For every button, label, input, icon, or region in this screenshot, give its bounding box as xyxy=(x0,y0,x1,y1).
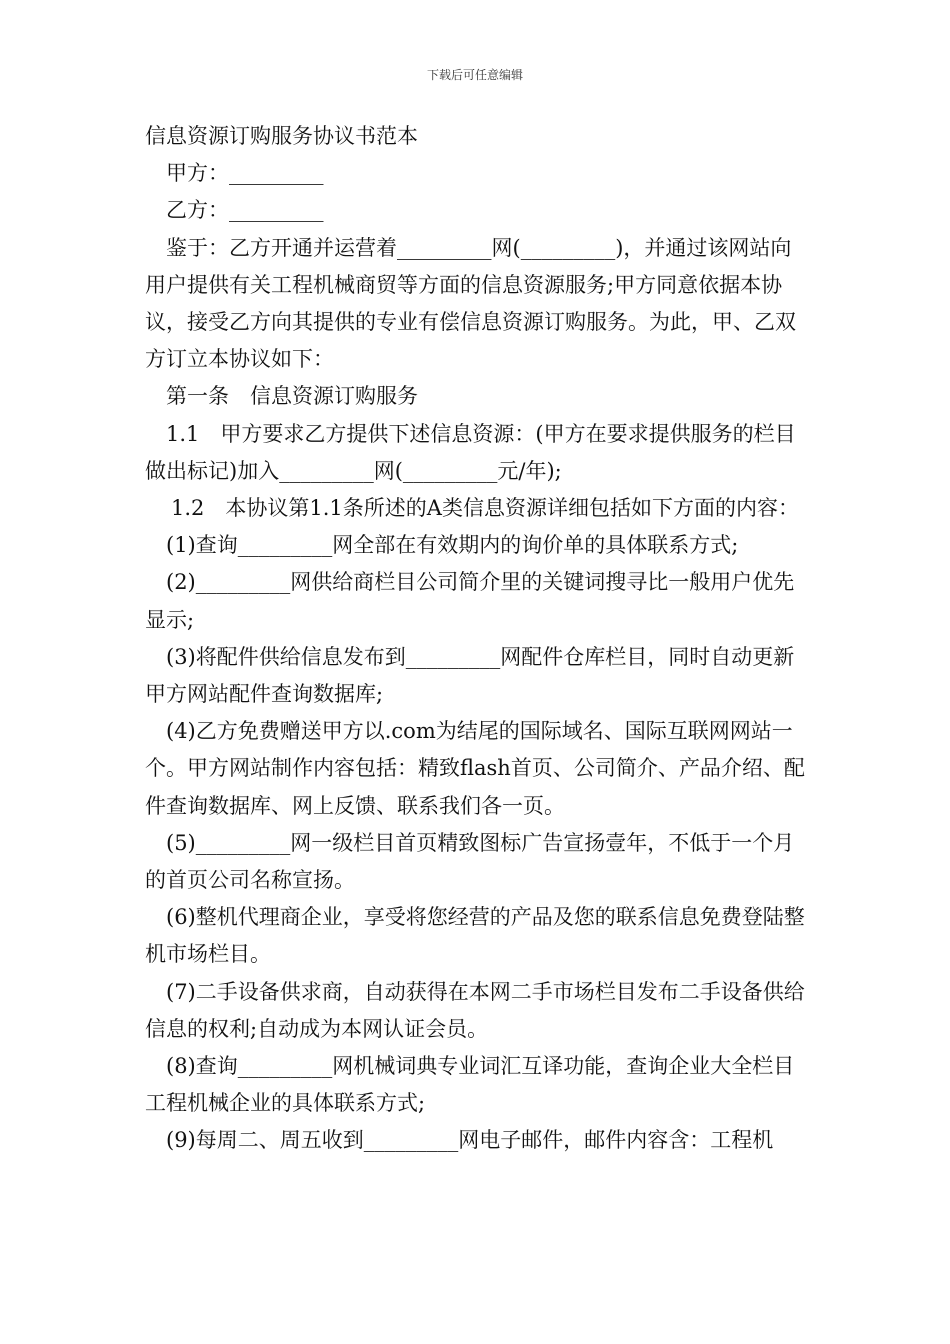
list-item: (5)_________网一级栏目首页精致图标广告宣扬壹年，不低于一个月的首页公司名称宣扬。 xyxy=(145,830,795,893)
party-a-line: 甲方：_________ xyxy=(166,161,324,186)
list-item: (8)查询_________网机械词典专业词汇互译功能，查询企业大全栏目工程机械企业的具体联系方式; xyxy=(145,1054,795,1116)
list-item: (6)整机代理商企业，享受将您经营的产品及您的联系信息免费登陆整机市场栏目。 xyxy=(145,905,805,967)
clause-1-2: 1.2 本协议第1.1条所述的A类信息资源详细包括如下方面的内容： xyxy=(171,496,799,521)
article-1-heading: 第一条 信息资源订购服务 xyxy=(166,384,418,409)
list-item: (9)每周二、周五收到_________网电子邮件，邮件内容含：工程机 xyxy=(166,1128,774,1153)
document-title: 信息资源订购服务协议书范本 xyxy=(145,124,418,148)
list-item: (7)二手设备供求商，自动获得在本网二手市场栏目发布二手设备供给信息的权利;自动成为本网认证会员。 xyxy=(145,979,805,1041)
list-item: (4)乙方免费赠送甲方以.com为结尾的国际域名、国际互联网网站一个。甲方网站制作内容包括：精致flash首页、公司简介、产品介绍、配件查询数据库、网上反馈、联系我们各一页。 xyxy=(145,719,805,818)
list-item: (2)_________网供给商栏目公司简介里的关键词搜寻比一般用户优先显示; xyxy=(145,570,795,632)
list-item: (1)查询_________网全部在有效期内的询价单的具体联系方式; xyxy=(166,533,739,558)
list-item: (3)将配件供给信息发布到_________网配件仓库栏目，同时自动更新甲方网站配件查询数据库; xyxy=(145,644,795,707)
clause-1-1: 1.1 甲方要求乙方提供下述信息资源：(甲方在要求提供服务的栏目做出标记)加入_________网(_________元/年); xyxy=(145,421,796,483)
party-b-line: 乙方：_________ xyxy=(166,198,324,223)
document-body xyxy=(145,118,807,1160)
header-note: 下载后可任意编辑 xyxy=(426,68,523,82)
preamble-paragraph: 鉴于：乙方开通并运营着_________网(_________)，并通过该网站向用户提供有关工程机械商贸等方面的信息资源服务;甲方同意依据本协议，接受乙方向其提供的专业有偿信息资源订购服务。为此，甲、乙双方订立本协议如下： xyxy=(145,235,796,372)
